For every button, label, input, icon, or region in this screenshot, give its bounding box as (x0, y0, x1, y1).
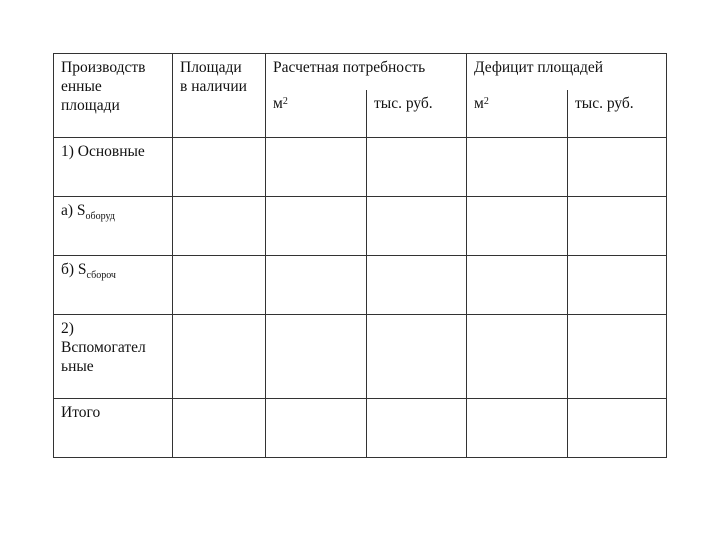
header-available-areas: Площади в наличии (173, 54, 266, 138)
subheader-deficit-thousand-rub: тыс. руб. (568, 90, 667, 138)
cell-empty (173, 138, 266, 197)
subheader-need-sq-m: $м^2$ (266, 90, 367, 138)
cell-empty (467, 399, 568, 458)
cell-empty (173, 256, 266, 315)
cell-empty (367, 399, 467, 458)
cell-empty (467, 315, 568, 399)
cell-empty (568, 256, 667, 315)
cell-empty (173, 399, 266, 458)
subheader-deficit-sq-m: $м^2$ (467, 90, 568, 138)
table-row (54, 197, 667, 256)
table-row (54, 138, 667, 197)
cell-empty (367, 315, 467, 399)
table-row (54, 399, 667, 458)
cell-empty (467, 256, 568, 315)
header-production-areas: Производств енные площади (54, 54, 173, 138)
header-area-deficit: Дефицит площадей (467, 54, 667, 90)
cell-empty (266, 256, 367, 315)
header-calculated-need: Расчетная потребность (266, 54, 467, 90)
cell-empty (568, 197, 667, 256)
header-row (54, 54, 667, 90)
row-label-auxiliary: 2) Вспомогател ьные (54, 315, 173, 399)
area-deficit-table (53, 53, 667, 458)
row-label-main: 1) Основные (54, 138, 173, 197)
cell-empty (467, 197, 568, 256)
cell-empty (568, 138, 667, 197)
row-label-total: Итого (54, 399, 173, 458)
cell-empty (367, 256, 467, 315)
cell-empty (266, 138, 367, 197)
cell-empty (568, 399, 667, 458)
table-row (54, 315, 667, 399)
cell-empty (173, 197, 266, 256)
row-label-equipment-area: а) $S_{оборуд}$ (54, 197, 173, 256)
cell-empty (266, 399, 367, 458)
row-label-assembly-area: б) $S_{сбороч}$ (54, 256, 173, 315)
cell-empty (173, 315, 266, 399)
cell-empty (367, 138, 467, 197)
cell-empty (467, 138, 568, 197)
subheader-need-thousand-rub: тыс. руб. (367, 90, 467, 138)
cell-empty (266, 197, 367, 256)
cell-empty (266, 315, 367, 399)
table-row (54, 256, 667, 315)
cell-empty (568, 315, 667, 399)
cell-empty (367, 197, 467, 256)
